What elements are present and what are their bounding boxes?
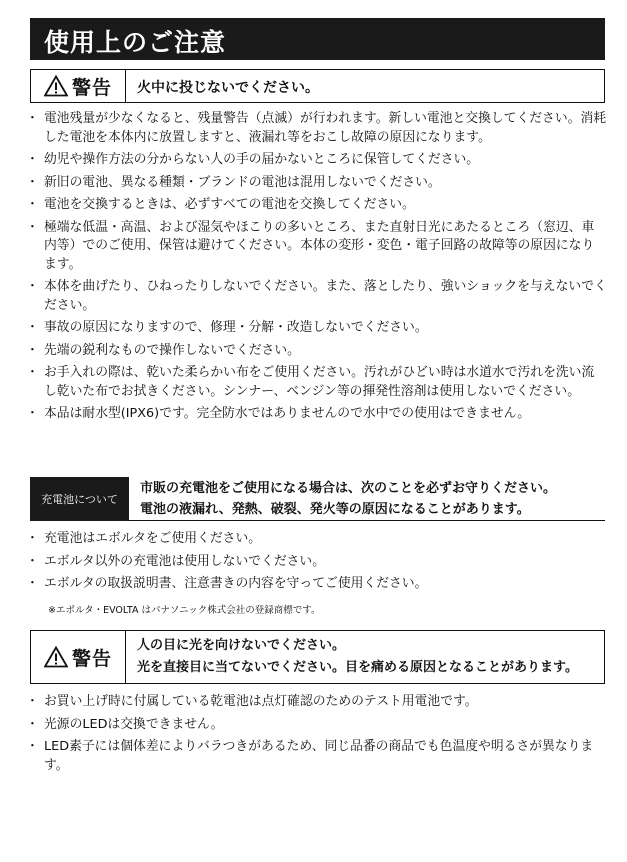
rechargeable-battery-notice [30,477,605,521]
list-item: ・ 本品は耐水型(IPX6)です。完全防水ではありませんので水中での使用はできません。 [32,405,607,424]
warning-box-fire [30,69,605,103]
battery-list [32,530,607,598]
battery-label: 充電池について [30,477,129,521]
warning-text [137,635,578,679]
warning-triangle-icon [44,75,68,97]
warning-triangle-icon [44,646,68,668]
warning-line: 人の目に光を向けないでください。 [137,638,346,653]
caution-list [32,110,607,428]
list-item: ・ 新旧の電池、異なる種類・ブランドの電池は混用しないでください。 [32,174,607,193]
warning-line: 光を直接目に当てないでください。目を痛める原因となることがあります。 [137,660,578,675]
warning-label [31,70,126,102]
list-item: ・ エボルタ以外の充電池は使用しないでください。 [32,553,607,572]
list-item: ・ エボルタの取扱説明書、注意書きの内容を守ってご使用ください。 [32,575,607,594]
battery-notice-line: 市販の充電池をご使用になる場合は、次のことを必ずお守りください。 [140,481,557,496]
divider [129,520,605,522]
list-item: ・ 電池残量が少なくなると、残量警告（点滅）が行われます。新しい電池と交換してください。消耗した電池を本体内に放置しますと、液漏れ等をおこし故障の原因になります。 [32,110,607,147]
list-item: ・ お手入れの際は、乾いた柔らかい布をご使用ください。汚れがひどい時は水道水で汚れを洗い流し乾いた布でお拭きください。シンナー、ベンジン等の揮発性溶剤は使用しないでください。 [32,364,607,401]
list-item: ・ お買い上げ時に付属している乾電池は点灯確認のためのテスト用電池です。 [32,693,607,712]
list-item: ・ 事故の原因になりますので、修理・分解・改造しないでください。 [32,319,607,338]
list-item: ・ 極端な低温・高温、および湿気やほこりの多いところ、また直射日光にあたるところ（窓辺、車内等）でのご使用、保管は避けてください。本体の変形・変色・電子回路の故障等の原因になります。 [32,219,607,275]
warning-label [31,631,126,683]
warning-word: 警告 [71,647,112,670]
battery-notice-line: 電池の液漏れ、発熱、破裂、発火等の原因になることがあります。 [140,502,530,517]
battery-notice-text [140,478,556,520]
list-item: ・ LED素子には個体差によりバラつきがあるため、同じ品番の商品でも色温度や明るさが異なります。 [32,738,607,775]
section-title-bar [30,18,605,60]
list-item: ・ 電池を交換するときは、必ずすべての電池を交換してください。 [32,196,607,215]
warning-box-light [30,630,605,684]
led-list [32,693,607,779]
warning-text: 火中に投じないでください。 [137,80,319,96]
list-item: ・ 充電池はエボルタをご使用ください。 [32,530,607,549]
page-title: 使用上のご注意 [44,28,227,57]
trademark-note: ※エボルタ・EVOLTA はパナソニック株式会社の登録商標です。 [48,605,321,616]
list-item: ・ 幼児や操作方法の分からない人の手の届かないところに保管してください。 [32,151,607,170]
warning-word: 警告 [71,76,112,99]
list-item: ・ 先端の鋭利なもので操作しないでください。 [32,342,607,361]
list-item: ・ 光源のLEDは交換できません。 [32,716,607,735]
list-item: ・ 本体を曲げたり、ひねったりしないでください。また、落としたり、強いショックを与えないでください。 [32,278,607,315]
